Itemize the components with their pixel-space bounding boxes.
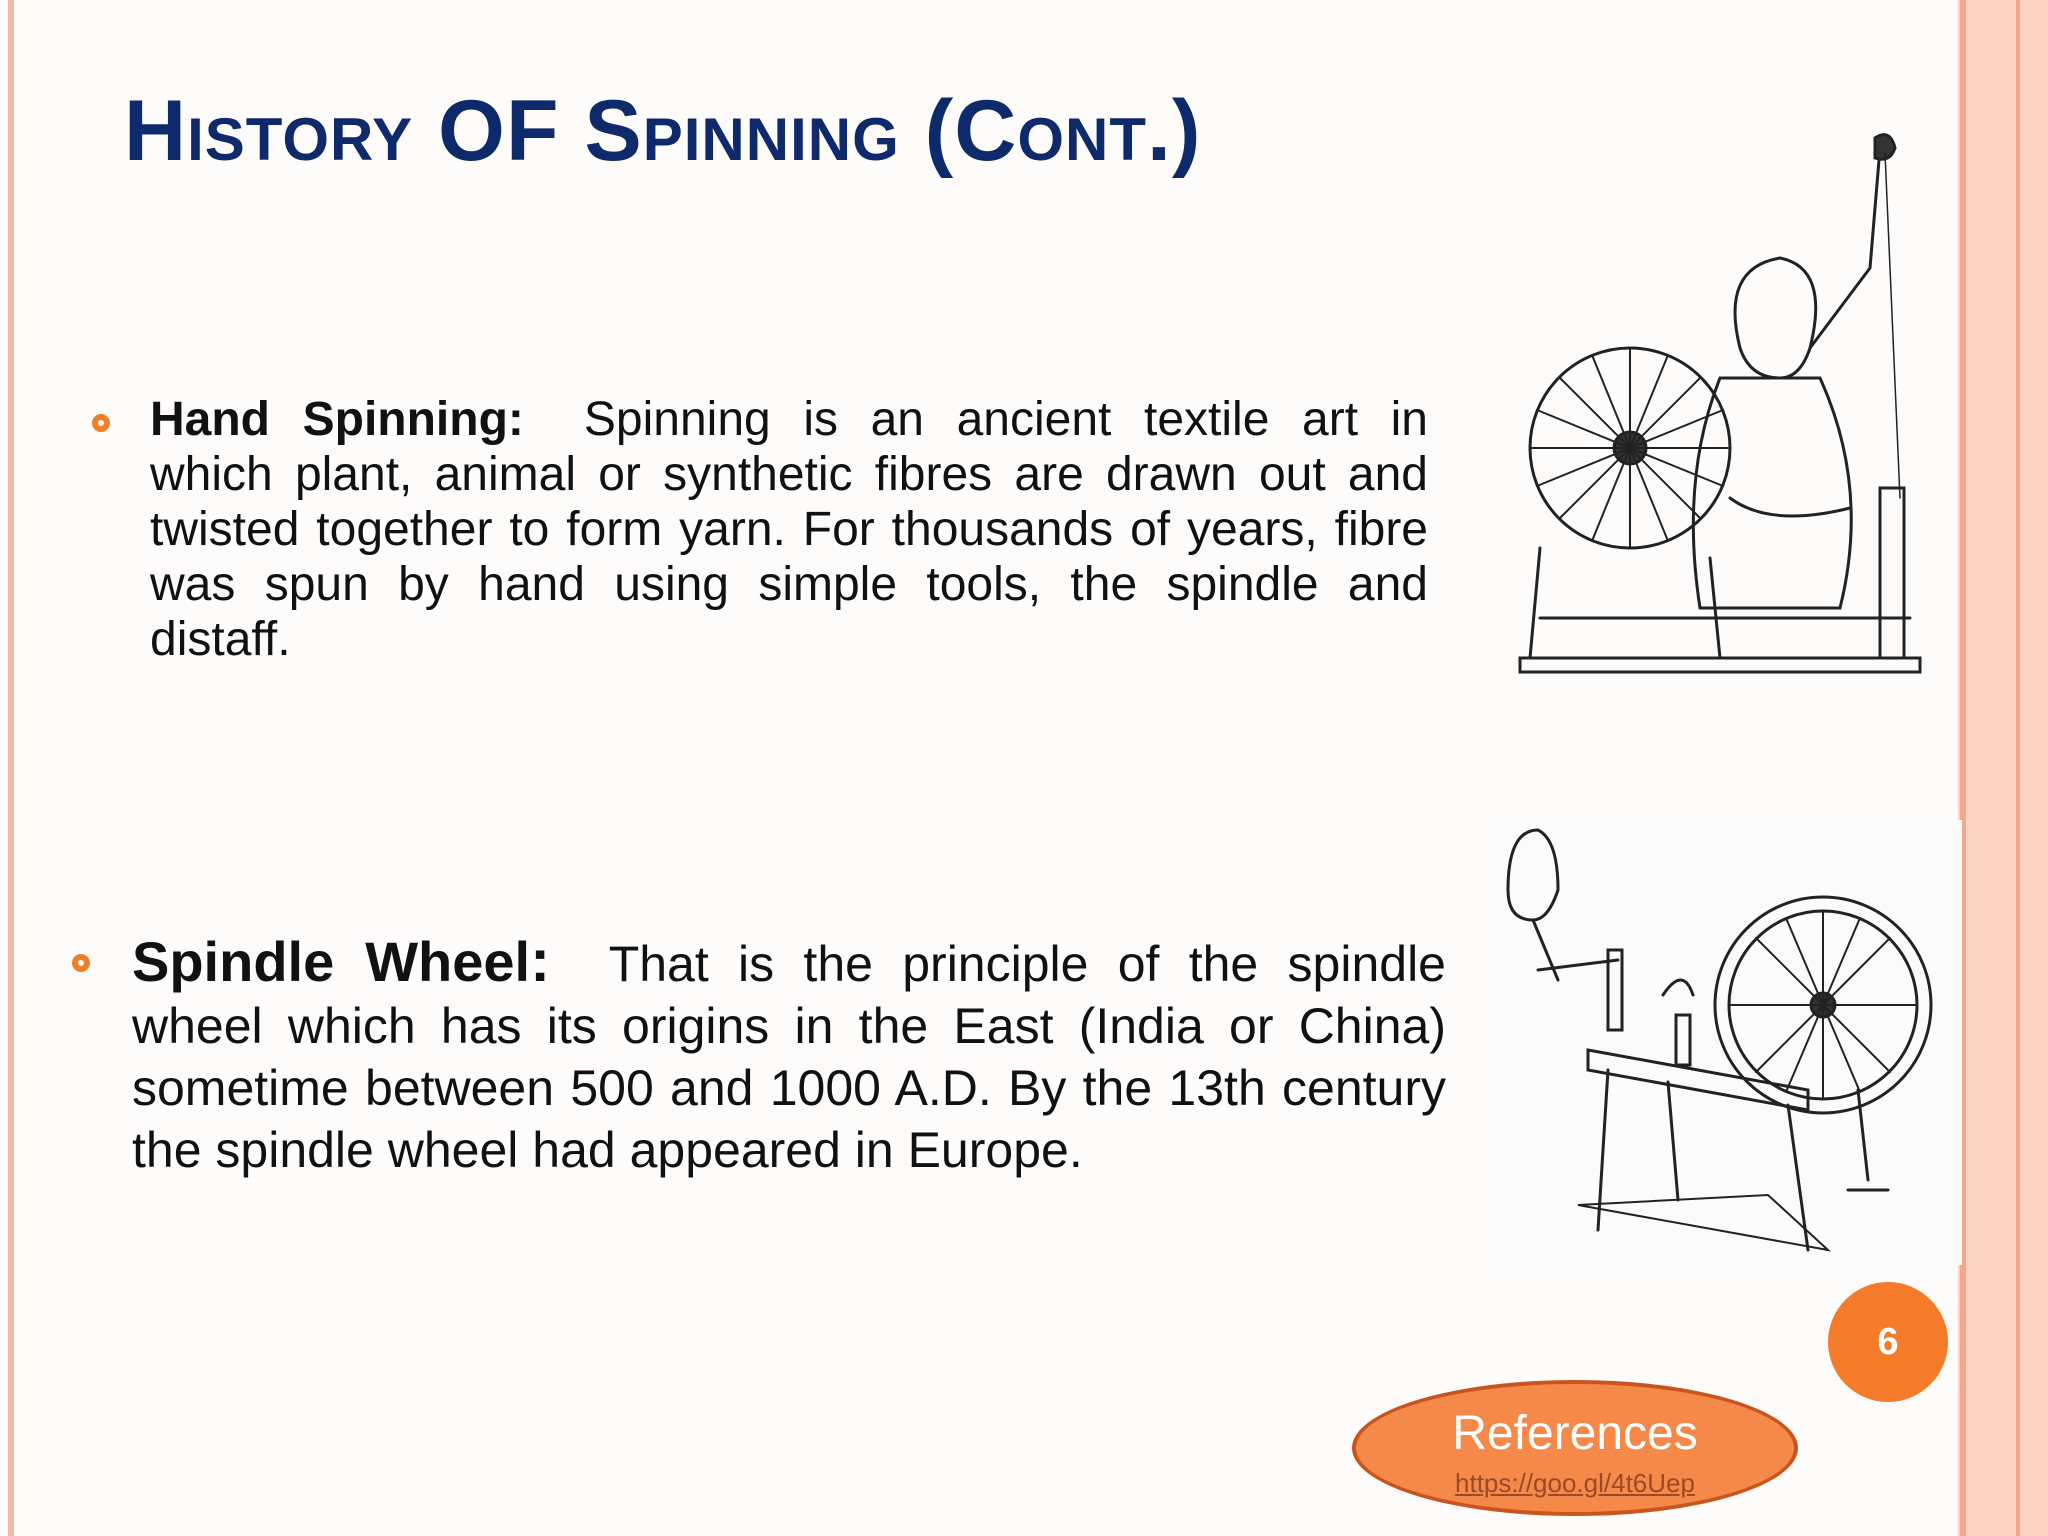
charkha-illustration <box>1480 118 1940 698</box>
frame-right-band <box>1958 0 2048 1536</box>
references-label: References <box>1452 1407 1698 1460</box>
bullet-text: That is the principle of the spindle wheel which has its origins in the East (India or China) sometime between 500 and 1000 A.D. By the 13th century the spindle wheel had appeared in Europe. <box>132 936 1446 1178</box>
bullet-term: Spindle Wheel <box>132 930 531 993</box>
references-link[interactable]: https://goo.gl/4t6Uep <box>1455 1468 1695 1498</box>
page-number-badge: 6 <box>1828 1282 1948 1402</box>
frame-left-line <box>8 0 14 1536</box>
slide-title: History OF Spinning (Cont.) <box>124 83 1202 179</box>
bullet-marker-icon <box>92 414 110 432</box>
bullet-marker-icon <box>72 954 90 972</box>
frame-right-line <box>1960 0 1966 1536</box>
bullet-hand-spinning <box>150 392 1428 667</box>
bullet-term: Hand Spinning: <box>150 393 524 446</box>
references-button[interactable] <box>1352 1380 1798 1516</box>
bullet-colon: : <box>530 927 551 994</box>
bullet-spindle-wheel <box>132 927 1446 1181</box>
frame-right-line <box>2016 0 2020 1536</box>
spinning-wheel-illustration <box>1488 820 1962 1265</box>
bullet-text: Spinning is an ancient textile art in which plant, animal or synthetic fibres are drawn out and twisted together to form yarn. For thousands of years, fibre was spun by hand using simple tools, the spindle and distaff. <box>150 393 1429 666</box>
